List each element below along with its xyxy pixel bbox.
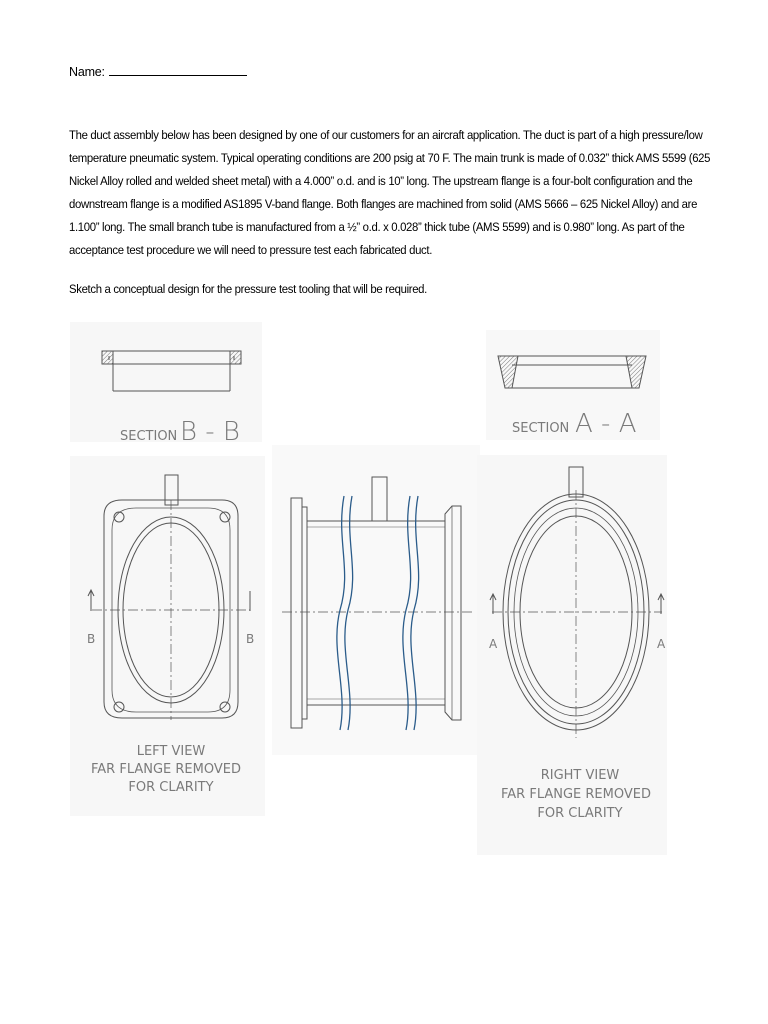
left-view-title: LEFT VIEW (136, 744, 206, 759)
section-bb-prefix: SECTION (120, 429, 178, 444)
left-view-clarity: FOR CLARITY (128, 780, 214, 795)
section-aa-letters: A - A (575, 409, 637, 439)
scan-panel (272, 445, 480, 755)
marker-a-left: A (489, 637, 498, 651)
right-view-clarity: FOR CLARITY (537, 806, 623, 821)
section-bb-letters: B - B (180, 417, 240, 447)
task-instruction: Sketch a conceptual design for the pressure test tooling that will be required. (69, 282, 427, 296)
marker-a-right: A (657, 637, 666, 651)
marker-b-left: B (87, 632, 96, 646)
left-view-note: FAR FLANGE REMOVED (91, 762, 241, 777)
marker-b-right: B (246, 632, 255, 646)
right-view-note: FAR FLANGE REMOVED (501, 787, 651, 802)
problem-paragraph: The duct assembly below has been designed by one of our customers for an aircraft application. The duct is part of a high pressure/low temperature pneumatic system. Typical operating conditions are 200 psig at 70 F. The main trunk is made of 0.032” thick AMS 5599 (625 Nickel Alloy rolled and welded sheet metal) with a 4.000” o.d. and is 10” long. The upstream flange is a four-bolt configuration and the downstream flange is a modified AS1895 V-band flange. Both flanges are machined from solid (AMS 5666 – 625 Nickel Alloy) and are 1.100” long. The small branch tube is manufactured from a ½” o.d. x 0.028” thick tube (AMS 5599) and is 0.980” long. As part of the acceptance test procedure we will need to pressure test each fabricated duct. (69, 128, 711, 257)
section-aa-prefix: SECTION (512, 421, 570, 436)
right-view-title: RIGHT VIEW (540, 768, 620, 783)
name-label: Name: (69, 65, 105, 79)
